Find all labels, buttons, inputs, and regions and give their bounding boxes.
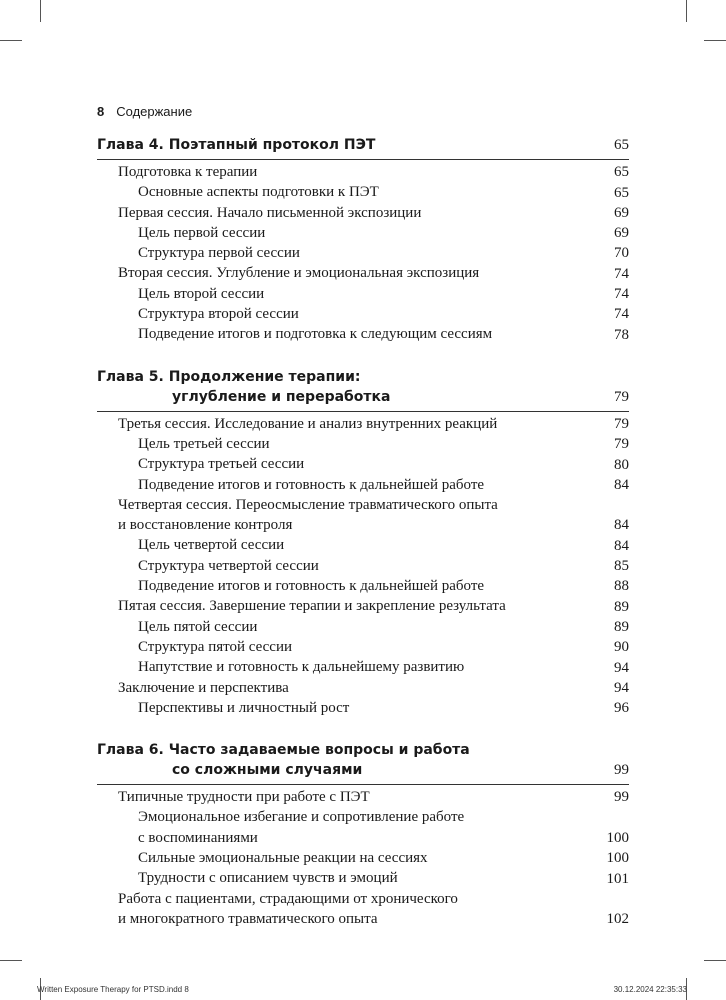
entry-title: Напутствие и готовность к дальнейшему развитию (138, 659, 465, 676)
toc-subsection-entry[interactable] (97, 324, 629, 344)
entry-title: Пятая сессия. Завершение терапии и закрепление результата (118, 598, 506, 615)
running-header-title: Содержание (116, 104, 193, 119)
page-ref: 80 (614, 456, 629, 473)
page-ref: 100 (606, 830, 629, 847)
crop-mark (0, 960, 22, 961)
page-ref: 79 (614, 388, 629, 405)
page-ref: 94 (614, 659, 629, 676)
page-ref: 70 (614, 245, 629, 262)
running-header (97, 104, 192, 119)
chapter-title: Глава 4. Поэтапный протокол ПЭТ (97, 137, 376, 153)
page-ref: 101 (606, 870, 629, 887)
entry-title-continued: с воспоминаниями (138, 829, 258, 846)
page-ref: 74 (614, 286, 629, 303)
toc-subsection-entry[interactable] (97, 637, 629, 657)
entry-title: Перспективы и личностный рост (138, 699, 350, 716)
crop-mark (704, 960, 726, 961)
toc-subsection-entry[interactable] (97, 807, 629, 848)
page-ref: 69 (614, 225, 629, 242)
toc-section-entry[interactable] (97, 263, 629, 283)
entry-title: Цель пятой сессии (138, 618, 258, 635)
chapter-divider (97, 784, 629, 785)
toc-subsection-entry[interactable] (97, 243, 629, 263)
entry-title: Структура второй сессии (138, 306, 299, 323)
chapter-divider (97, 159, 629, 160)
page-ref: 79 (614, 436, 629, 453)
page-ref: 89 (614, 618, 629, 635)
entry-title: Структура третьей сессии (138, 456, 305, 473)
toc-subsection-entry[interactable] (97, 434, 629, 454)
toc-subsection-entry[interactable] (97, 223, 629, 243)
toc-subsection-entry[interactable] (97, 848, 629, 868)
entry-title: Цель второй сессии (138, 285, 265, 302)
chapter-title: Глава 6. Часто задаваемые вопросы и работа (97, 742, 470, 759)
table-of-contents (97, 135, 629, 929)
crop-mark (686, 0, 687, 22)
page-number: 8 (97, 104, 105, 119)
entry-title: Сильные эмоциональные реакции на сессиях (138, 850, 428, 867)
page-ref: 65 (614, 137, 629, 153)
page-ref: 89 (614, 598, 629, 615)
toc-section-entry[interactable] (97, 203, 629, 223)
toc-subsection-entry[interactable] (97, 475, 629, 495)
entry-title: Заключение и перспектива (118, 679, 289, 696)
chapter-heading[interactable] (97, 135, 629, 155)
entry-title: Цель третьей сессии (138, 435, 270, 452)
chapter-title-continued: углубление и переработка (172, 388, 391, 405)
entry-title: Подведение итогов и готовность к дальнейшей работе (138, 476, 485, 493)
entry-title: Структура пятой сессии (138, 638, 293, 655)
page-ref: 85 (614, 558, 629, 575)
toc-section-entry[interactable] (97, 678, 629, 698)
entry-title-continued: и восстановление контроля (118, 517, 293, 534)
toc-subsection-entry[interactable] (97, 868, 629, 888)
page-ref: 99 (614, 789, 629, 806)
chapter-heading[interactable] (97, 740, 629, 780)
entry-title-continued: и многократного травматического опыта (118, 910, 378, 927)
slug-filename: Written Exposure Therapy for PTSD.indd 8 (37, 985, 189, 994)
page-ref: 84 (614, 517, 629, 534)
page-ref: 96 (614, 700, 629, 717)
page-ref: 100 (606, 850, 629, 867)
entry-title: Трудности с описанием чувств и эмоций (138, 870, 398, 887)
entry-title: Структура четвертой сессии (138, 557, 319, 574)
page-ref: 74 (614, 265, 629, 282)
toc-subsection-entry[interactable] (97, 182, 629, 202)
page-ref: 65 (614, 184, 629, 201)
entry-title: Подведение итогов и готовность к дальнейшей работе (138, 578, 485, 595)
entry-title: Типичные трудности при работе с ПЭТ (118, 789, 370, 806)
toc-subsection-entry[interactable] (97, 454, 629, 474)
toc-subsection-entry[interactable] (97, 284, 629, 304)
crop-mark (40, 0, 41, 22)
page-ref: 79 (614, 415, 629, 432)
toc-section-entry[interactable] (97, 414, 629, 434)
page-ref: 84 (614, 476, 629, 493)
entry-title: Цель четвертой сессии (138, 537, 285, 554)
page-ref: 94 (614, 679, 629, 696)
page-ref: 78 (614, 326, 629, 343)
page-ref: 65 (614, 164, 629, 181)
toc-section-entry[interactable] (97, 889, 629, 930)
toc-subsection-entry[interactable] (97, 304, 629, 324)
entry-title: Цель первой сессии (138, 224, 266, 241)
chapter-heading[interactable] (97, 367, 629, 407)
page-ref: 99 (614, 762, 629, 779)
page-ref: 69 (614, 204, 629, 221)
entry-title: Подведение итогов и подготовка к следующим сессиям (138, 326, 493, 343)
toc-section-entry[interactable] (97, 787, 629, 807)
toc-subsection-entry[interactable] (97, 657, 629, 677)
entry-title: Четвертая сессия. Переосмысление травматического опыта (118, 496, 498, 513)
page-ref: 102 (606, 911, 629, 928)
toc-section-entry[interactable] (97, 596, 629, 616)
crop-mark (0, 40, 22, 41)
entry-title: Работа с пациентами, страдающими от хронического (118, 890, 458, 907)
toc-subsection-entry[interactable] (97, 556, 629, 576)
toc-subsection-entry[interactable] (97, 535, 629, 555)
entry-title: Первая сессия. Начало письменной экспозиции (118, 204, 422, 221)
toc-section-entry[interactable] (97, 162, 629, 182)
slug-timestamp: 30.12.2024 22:35:33 (613, 985, 687, 994)
page-ref: 90 (614, 639, 629, 656)
toc-section-entry[interactable] (97, 495, 629, 536)
entry-title: Структура первой сессии (138, 245, 300, 262)
toc-subsection-entry[interactable] (97, 617, 629, 637)
chapter-title-continued: со сложными случаями (172, 762, 363, 779)
toc-subsection-entry[interactable] (97, 698, 629, 718)
page-ref: 88 (614, 578, 629, 595)
entry-title: Основные аспекты подготовки к ПЭТ (138, 184, 379, 201)
page-ref: 84 (614, 537, 629, 554)
chapter-title: Глава 5. Продолжение терапии: (97, 368, 361, 385)
chapter-divider (97, 411, 629, 412)
entry-title: Эмоциональное избегание и сопротивление работе (138, 809, 465, 826)
entry-title: Третья сессия. Исследование и анализ внутренних реакций (118, 415, 498, 432)
entry-title: Вторая сессия. Углубление и эмоциональная экспозиция (118, 265, 480, 282)
toc-subsection-entry[interactable] (97, 576, 629, 596)
page-ref: 74 (614, 306, 629, 323)
entry-title: Подготовка к терапии (118, 164, 258, 180)
print-slug (37, 985, 687, 994)
crop-mark (704, 40, 726, 41)
